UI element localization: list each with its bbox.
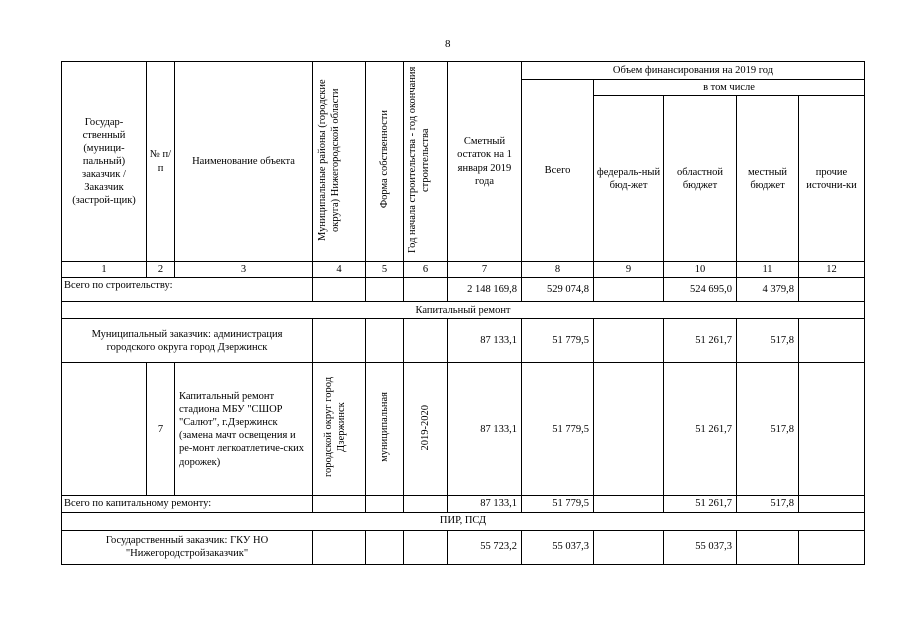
row-balance: 87 133,1	[448, 363, 522, 496]
header-financing: Объем финансирования на 2019 год	[522, 62, 865, 80]
header-district: Муниципальные районы (городские округа) Нижегородской области	[317, 78, 342, 241]
header-other: прочие источни-ки	[799, 96, 865, 262]
col-number: 1	[62, 262, 147, 278]
col-number: 11	[737, 262, 799, 278]
header-object: Наименование объекта	[175, 62, 313, 262]
municipal-customer-balance: 87 133,1	[448, 319, 522, 363]
row-total: 51 779,5	[522, 363, 594, 496]
state-customer-regional: 55 037,3	[664, 530, 737, 564]
total-construction-label: Всего по строительству:	[62, 278, 313, 302]
total-capital-label: Всего по капитальному ремонту:	[62, 496, 313, 512]
total-capital-balance: 87 133,1	[448, 496, 522, 512]
total-construction-balance: 2 148 169,8	[448, 278, 522, 302]
col-number: 4	[313, 262, 366, 278]
col-number: 10	[664, 262, 737, 278]
row-local: 517,8	[737, 363, 799, 496]
header-local: местный бюджет	[737, 96, 799, 262]
col-number: 2	[147, 262, 175, 278]
column-numbers-row	[62, 262, 865, 278]
total-capital-row	[62, 496, 865, 512]
ownership-cell	[366, 363, 404, 496]
col-number: 3	[175, 262, 313, 278]
district-name: городской округ город Дзержинск	[323, 377, 348, 478]
header-customer: Государ-ственный (муници-пальный) заказчик / Заказчик (застрой-щик)	[62, 62, 147, 262]
municipal-customer-local: 517,8	[737, 319, 799, 363]
header-balance: Сметный остаток на 1 января 2019 года	[448, 62, 522, 262]
total-construction-total: 529 074,8	[522, 278, 594, 302]
header-total: Всего	[522, 80, 594, 262]
district-cell	[313, 363, 366, 496]
municipal-customer-total: 51 779,5	[522, 319, 594, 363]
header-ownership-cell	[366, 62, 404, 262]
municipal-customer-label: Муниципальный заказчик: администрация городского округа город Дзержинск	[62, 319, 313, 363]
total-capital-local: 517,8	[737, 496, 799, 512]
header-ownership: Форма собственности	[378, 110, 390, 209]
section-pir: ПИР, ПСД	[62, 512, 865, 530]
total-construction-regional: 524 695,0	[664, 278, 737, 302]
col-number: 12	[799, 262, 865, 278]
object-name: Капитальный ремонт стадиона МБУ "СШОР "Салют", г.Дзержинск (замена мачт освещения и ре-монт легкоатлетиче-ских дорожек)	[175, 363, 313, 496]
section-capital-repair: Капитальный ремонт	[62, 302, 865, 319]
header-including: в том числе	[594, 80, 865, 96]
ownership-type: муниципальная	[378, 392, 390, 463]
row-number: 7	[147, 363, 175, 496]
row-regional: 51 261,7	[664, 363, 737, 496]
state-customer-row	[62, 530, 865, 564]
header-federal: федераль-ный бюд-жет	[594, 96, 664, 262]
col-number: 6	[404, 262, 448, 278]
state-customer-label: Государственный заказчик: ГКУ НО "Нижегородстройзаказчик"	[62, 530, 313, 564]
total-construction-local: 4 379,8	[737, 278, 799, 302]
total-capital-total: 51 779,5	[522, 496, 594, 512]
header-num: № п/п	[147, 62, 175, 262]
total-construction-row	[62, 278, 865, 302]
table-row	[62, 363, 865, 496]
years-cell	[404, 363, 448, 496]
financing-table	[61, 61, 865, 565]
col-number: 5	[366, 262, 404, 278]
total-capital-regional: 51 261,7	[664, 496, 737, 512]
col-number: 7	[448, 262, 522, 278]
state-customer-balance: 55 723,2	[448, 530, 522, 564]
col-number: 8	[522, 262, 594, 278]
header-district-cell	[313, 62, 366, 262]
state-customer-total: 55 037,3	[522, 530, 594, 564]
col-number: 9	[594, 262, 664, 278]
header-years: Год начала строительства - год окончания строительства	[406, 66, 431, 253]
construction-years: 2019-2020	[419, 404, 431, 450]
municipal-customer-regional: 51 261,7	[664, 319, 737, 363]
header-regional: областной бюджет	[664, 96, 737, 262]
header-years-cell	[404, 62, 448, 262]
municipal-customer-row	[62, 319, 865, 363]
page-number: 8	[445, 38, 451, 50]
